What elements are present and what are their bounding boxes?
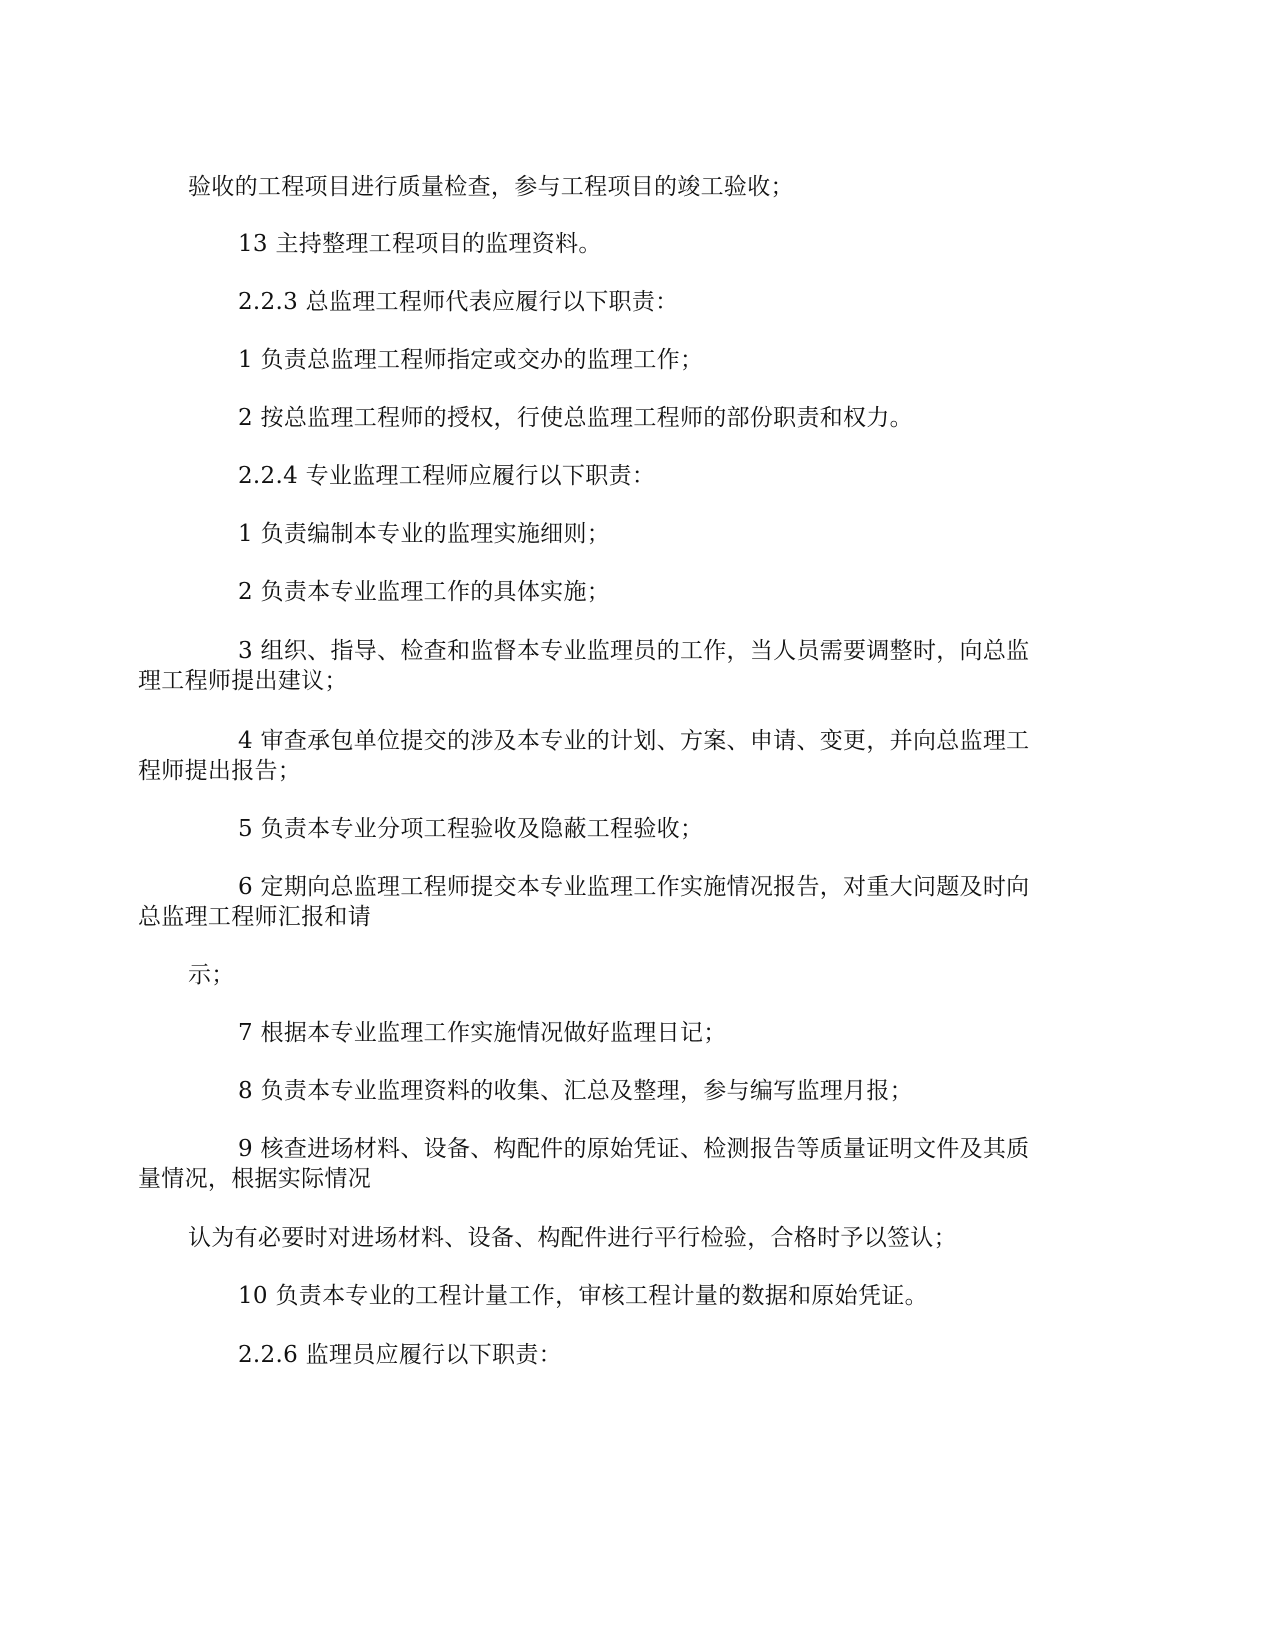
text-line: 总监理工程师汇报和请 (138, 904, 371, 930)
paragraph-item-5 (188, 814, 1088, 844)
paragraph-continuation (188, 172, 1088, 202)
paragraph-item-13 (188, 229, 1088, 259)
text-line: 2.2.4 专业监理工程师应履行以下职责： (238, 463, 656, 489)
text-line: 9 核查进场材料、设备、构配件的原始凭证、检测报告等质量证明文件及其质 (238, 1136, 1030, 1162)
text-line: 7 根据本专业监理工作实施情况做好监理日记； (238, 1020, 727, 1046)
paragraph-item-1 (188, 519, 1088, 549)
paragraph-item-4 (138, 726, 1088, 786)
text-line: 示； (188, 962, 235, 988)
paragraph-item-8 (188, 1076, 1088, 1106)
text-line: 10 负责本专业的工程计量工作，审核工程计量的数据和原始凭证。 (238, 1283, 928, 1309)
section-heading-2-2-6 (188, 1340, 1088, 1370)
paragraph-item-9 (138, 1134, 1088, 1194)
text-line: 认为有必要时对进场材料、设备、构配件进行平行检验，合格时予以签认； (188, 1225, 957, 1251)
paragraph-item-3 (138, 636, 1088, 696)
paragraph-continuation (188, 1223, 1088, 1253)
paragraph-item-6 (138, 872, 1088, 932)
section-heading-2-2-3 (188, 287, 1088, 317)
paragraph-item-10 (188, 1281, 1088, 1311)
text-line: 8 负责本专业监理资料的收集、汇总及整理，参与编写监理月报； (238, 1078, 913, 1104)
text-line: 5 负责本专业分项工程验收及隐蔽工程验收； (238, 816, 704, 842)
paragraph-item-2 (188, 577, 1088, 607)
text-line: 验收的工程项目进行质量检查，参与工程项目的竣工验收； (188, 174, 794, 200)
text-line: 理工程师提出建议； (138, 668, 348, 694)
text-line: 2.2.3 总监理工程师代表应履行以下职责： (238, 289, 679, 315)
text-line: 量情况，根据实际情况 (138, 1166, 371, 1192)
text-line: 13 主持整理工程项目的监理资料。 (238, 231, 602, 257)
text-line: 3 组织、指导、检查和监督本专业监理员的工作，当人员需要调整时，向总监 (238, 638, 1030, 664)
text-line: 4 审查承包单位提交的涉及本专业的计划、方案、申请、变更，并向总监理工 (238, 728, 1030, 754)
text-line: 1 负责编制本专业的监理实施细则； (238, 521, 611, 547)
paragraph-item-2 (188, 403, 1088, 433)
text-line: 1 负责总监理工程师指定或交办的监理工作； (238, 347, 704, 373)
text-line: 程师提出报告； (138, 758, 302, 784)
section-heading-2-2-4 (188, 461, 1088, 491)
paragraph-item-7 (188, 1018, 1088, 1048)
text-line: 2.2.6 监理员应履行以下职责： (238, 1342, 562, 1368)
text-line: 2 负责本专业监理工作的具体实施； (238, 579, 611, 605)
text-line: 6 定期向总监理工程师提交本专业监理工作实施情况报告，对重大问题及时向 (238, 874, 1030, 900)
text-line: 2 按总监理工程师的授权，行使总监理工程师的部份职责和权力。 (238, 405, 913, 431)
paragraph-continuation (188, 960, 1088, 990)
paragraph-item-1 (188, 345, 1088, 375)
